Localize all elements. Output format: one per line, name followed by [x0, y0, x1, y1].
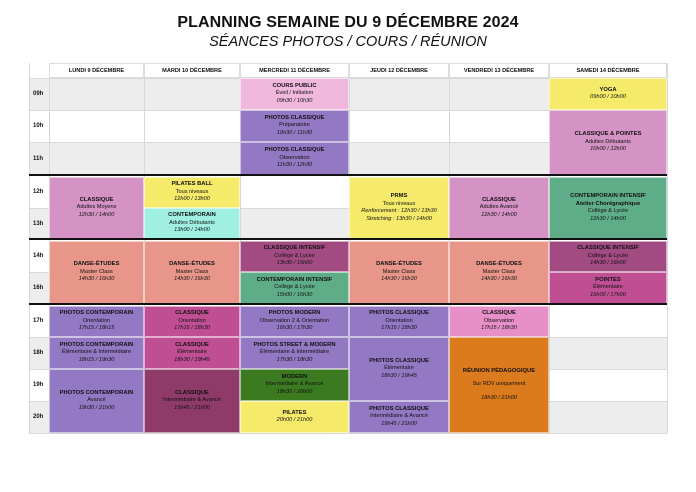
hour-label: 18h	[33, 350, 44, 356]
event-photos-classique[interactable]: PHOTOS CLASSIQUE Orientation 17h15 / 18h30	[349, 306, 449, 337]
section-divider	[29, 303, 667, 305]
section-divider	[29, 174, 667, 176]
day-header-monday: LUNDI 9 DÉCEMBRE	[49, 63, 144, 78]
event-contemporain-intensif[interactable]: CONTEMPORAIN INTENSIF Atelier Chorégraphique Collège & Lycée 12h30 / 14h00	[549, 177, 667, 239]
hour-label: 10h	[33, 123, 44, 129]
event-classique[interactable]: CLASSIQUE Élémentaire 18h30 / 19h45	[144, 337, 240, 369]
hour-label: 16h	[33, 285, 44, 291]
event-yoga[interactable]: YOGA 09h00 / 10h00	[549, 78, 667, 110]
event-contemporain-intensif[interactable]: CONTEMPORAIN INTENSIF Collège & Lycée 15h00 / 16h30	[240, 272, 349, 304]
section-divider	[29, 238, 667, 240]
event-reunion-pedagogique[interactable]: RÉUNION PÉDAGOGIQUE Sur RDV uniquement 18h30 / 21h00	[449, 337, 549, 433]
hour-label: 12h	[33, 188, 44, 195]
hour-label: 09h	[33, 91, 44, 97]
event-photos-street-modern[interactable]: PHOTOS STREET & MODERN Élémentaire & Intermédiaire 17h30 / 18h30	[240, 337, 349, 369]
event-pilates[interactable]: PILATES 20h00 / 21h00	[240, 401, 349, 433]
event-photos-modern[interactable]: PHOTOS MODERN Observation 2 & Orientation 16h30 / 17h30	[240, 306, 349, 337]
event-classique[interactable]: CLASSIQUE Intermédiaire & Avancé 19h45 / 21h00	[144, 369, 240, 433]
grid-line	[29, 433, 667, 434]
day-header-wednesday: MERCREDI 11 DÉCEMBRE	[240, 63, 349, 78]
event-photos-classique[interactable]: PHOTOS CLASSIQUE Élémentaire 18h30 / 19h45	[349, 337, 449, 401]
event-classique-intensif[interactable]: CLASSIQUE INTENSIF Collège & Lycée 13h30 / 15h00	[240, 241, 349, 272]
hour-label: 14h	[33, 252, 44, 259]
day-header-friday: VENDREDI 13 DÉCEMBRE	[449, 63, 549, 78]
day-header-thursday: JEUDI 12 DÉCEMBRE	[349, 63, 449, 78]
event-photos-contemporain[interactable]: PHOTOS CONTEMPORAIN Avancé 19h30 / 21h00	[49, 369, 144, 433]
grid-line	[667, 63, 668, 433]
event-danse-etudes[interactable]: DANSE-ÉTUDES Master Class 14h30 / 16h30	[49, 241, 144, 304]
event-pilates-ball[interactable]: PILATES BALL Tous niveaux 12h00 / 13h00	[144, 177, 240, 208]
hour-label: 11h	[33, 155, 44, 162]
event-pointes[interactable]: POINTES Élémentaire 16h00 / 17h00	[549, 272, 667, 304]
event-modern[interactable]: MODERN Intermédiaire & Avancé 18h30 / 20h00	[240, 369, 349, 401]
event-classique[interactable]: CLASSIQUE Observation 17h15 / 18h30	[449, 306, 549, 337]
event-classique[interactable]: CLASSIQUE Orientation 17h15 / 18h30	[144, 306, 240, 337]
event-photos-classique[interactable]: PHOTOS CLASSIQUE Intermédiaire & Avancé 19h45 / 21h00	[349, 401, 449, 433]
event-classique-pointes[interactable]: CLASSIQUE & POINTES Adultes Débutants 10h00 / 12h00	[549, 110, 667, 175]
page-subtitle: SÉANCES PHOTOS / COURS / RÉUNION	[209, 34, 487, 50]
event-classique-adultes[interactable]: CLASSIQUE Adultes Moyens 12h30 / 14h00	[49, 177, 144, 239]
event-prms[interactable]: PRMS Tous niveaux Renforcement : 12h30 / 13h30 Stretching : 13h30 / 14h00	[349, 177, 449, 239]
day-header-saturday: SAMEDI 14 DÉCEMBRE	[549, 63, 667, 78]
event-photos-classique[interactable]: PHOTOS CLASSIQUE Observation 11h30 / 12h30	[240, 142, 349, 175]
event-photos-contemporain[interactable]: PHOTOS CONTEMPORAIN Élémentaire & Intermédiaire 18h15 / 19h30	[49, 337, 144, 369]
hour-label: 20h	[33, 414, 44, 420]
hour-label: 19h	[33, 382, 44, 388]
event-classique-avance[interactable]: CLASSIQUE Adultes Avancé 12h30 / 14h00	[449, 177, 549, 239]
event-danse-etudes[interactable]: DANSE-ÉTUDES Master Class 14h30 / 16h30	[144, 241, 240, 304]
event-classique-intensif[interactable]: CLASSIQUE INTENSIF Collège & Lycée 14h30 / 16h00	[549, 241, 667, 272]
event-photos-classique[interactable]: PHOTOS CLASSIQUE Préparatoire 10h30 / 11h30	[240, 110, 349, 142]
hour-label: 13h	[33, 220, 44, 227]
event-contemporain[interactable]: CONTEMPORAIN Adultes Débutants 13h00 / 14h00	[144, 208, 240, 239]
day-header-tuesday: MARDI 10 DÉCEMBRE	[144, 63, 240, 78]
page-title: PLANNING SEMAINE DU 9 DÉCEMBRE 2024	[177, 14, 519, 31]
event-photos-contemporain[interactable]: PHOTOS CONTEMPORAIN Orientation 17h15 / 18h15	[49, 306, 144, 337]
event-danse-etudes[interactable]: DANSE-ÉTUDES Master Class 14h30 / 16h30	[349, 241, 449, 304]
event-cours-public[interactable]: COURS PUBLIC Éveil / Initiation 09h30 / 10h30	[240, 78, 349, 110]
hour-label: 17h	[33, 317, 44, 324]
event-danse-etudes[interactable]: DANSE-ÉTUDES Master Class 14h30 / 16h30	[449, 241, 549, 304]
